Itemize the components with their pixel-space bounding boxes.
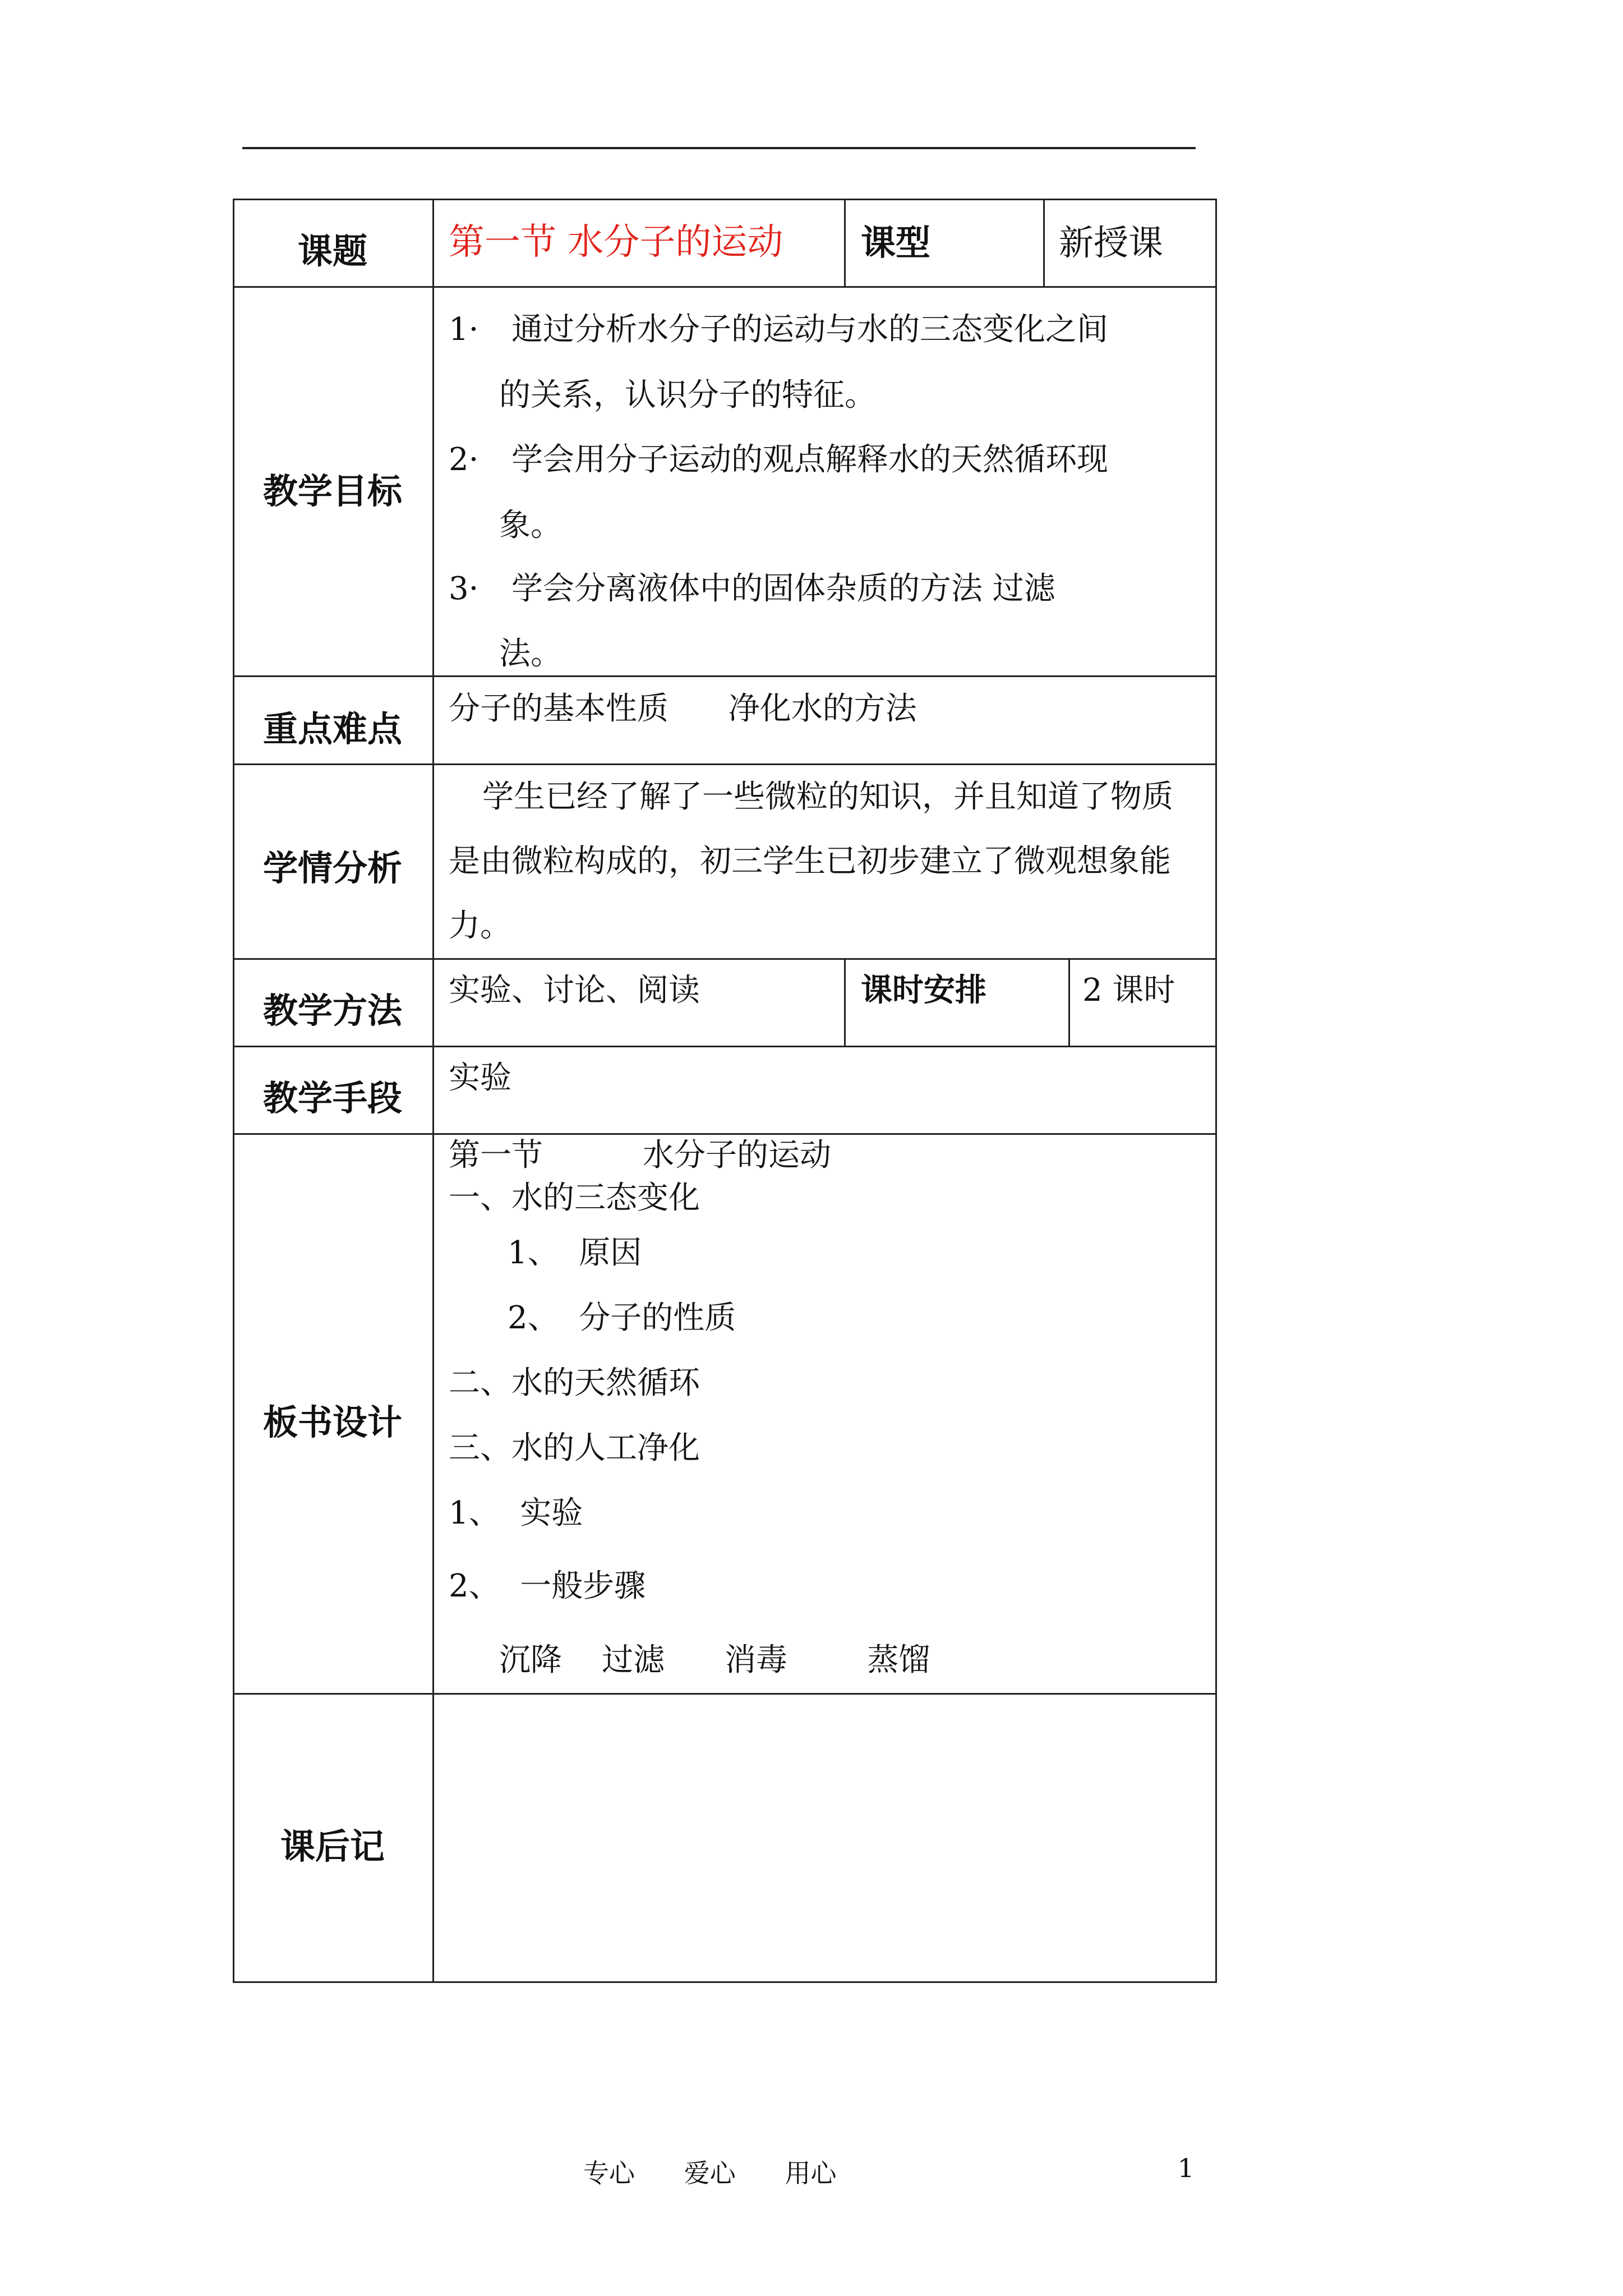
key-points-value: 分子的基本性质 净化水的方法 (449, 691, 917, 727)
lesson-type-label: 课型 (861, 222, 931, 263)
student-analysis-text: 学生已经了解了一些微粒的知识，并且知道了物质是由微粒构成的，初三学生已初步建立了微观想象能力。 (449, 779, 1173, 944)
board-line: 2、 分子的性质 (508, 1300, 736, 1336)
header-rule (242, 147, 1196, 149)
table-divider (432, 199, 434, 1983)
table-divider (233, 1693, 1217, 1695)
footer-motto: 专心 爱心 用心 (583, 2158, 837, 2188)
board-line: 三、水的人工净化 (449, 1430, 700, 1466)
table-divider (844, 199, 846, 286)
board-line: 第一节 水分子的运动 (449, 1137, 832, 1174)
board-line: 沉降 过滤 消毒 蒸馏 (499, 1642, 930, 1678)
table-border-bottom (233, 1981, 1217, 1983)
table-border-top (233, 199, 1217, 200)
student-analysis-label: 学情分析 (262, 848, 402, 889)
objective-number: 2· (449, 441, 479, 478)
method-label: 教学方法 (262, 990, 402, 1031)
hours-label: 课时安排 (861, 972, 986, 1009)
objective-number: 1· (449, 311, 479, 348)
objectives-label: 教学目标 (262, 471, 402, 512)
objective-text: 学会分离液体中的固体杂质的方法 过滤 (511, 570, 1055, 607)
table-border-right (1215, 199, 1217, 1983)
page-number: 1 (1178, 2153, 1195, 2183)
objective-text: 的关系，认识分子的特征。 (499, 377, 876, 413)
board-line: 二、水的天然循环 (449, 1365, 700, 1401)
hours-value: 2 课时 (1082, 972, 1175, 1009)
means-label: 教学手段 (262, 1078, 402, 1119)
notes-label: 课后记 (280, 1826, 385, 1867)
table-divider (844, 958, 846, 1046)
board-line: 一、水的三态变化 (449, 1180, 700, 1216)
board-line: 2、 一般步骤 (449, 1568, 646, 1604)
objective-text: 法。 (499, 636, 562, 672)
table-divider (1043, 199, 1045, 286)
objective-text: 通过分析水分子的运动与水的三态变化之间 (511, 311, 1108, 348)
board-line: 1、 实验 (449, 1495, 583, 1531)
means-value: 实验 (449, 1060, 511, 1096)
table-divider (233, 1046, 1217, 1047)
table-divider (1068, 958, 1070, 1046)
board-line: 1、 原因 (508, 1235, 642, 1271)
objective-text: 象。 (499, 507, 562, 544)
topic-label: 课题 (297, 231, 367, 272)
board-label: 板书设计 (262, 1402, 402, 1443)
objective-text: 学会用分子运动的观点解释水的天然循环现 (511, 441, 1108, 478)
lesson-type-value: 新授课 (1059, 222, 1164, 263)
objective-number: 3· (449, 570, 479, 607)
table-divider (233, 675, 1217, 677)
table-divider (233, 286, 1217, 288)
method-value: 实验、讨论、阅读 (449, 972, 700, 1009)
key-points-label: 重点难点 (262, 708, 402, 749)
topic-title: 第一节 水分子的运动 (449, 222, 783, 263)
table-divider (233, 1133, 1217, 1135)
